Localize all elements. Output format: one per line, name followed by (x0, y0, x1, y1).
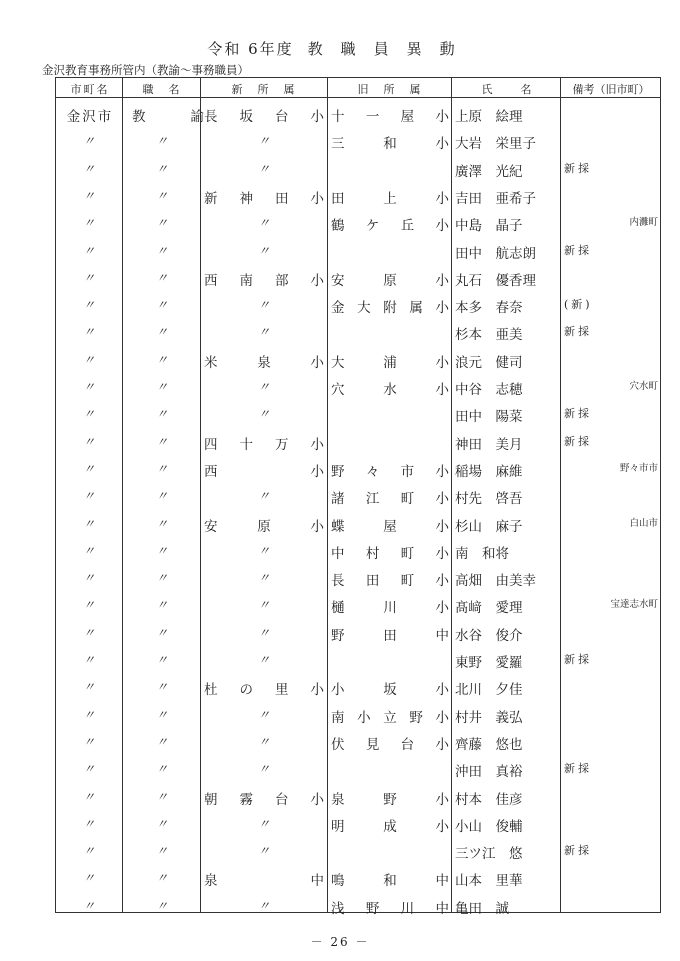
cell-job: 〃 (155, 734, 168, 749)
cell-note: 新採 (564, 434, 592, 448)
cell-old-school: 長 田 町 小 (331, 573, 449, 590)
cell-note: 新採 (564, 407, 592, 421)
table-header (56, 78, 660, 98)
cell-job: 〃 (155, 461, 168, 476)
cell-new-school: 〃 (257, 762, 270, 777)
cell-note: 穴水町 (629, 381, 658, 392)
cell-city: 〃 (82, 134, 97, 149)
table-row (56, 237, 660, 264)
cell-old-school: 明 成 小 (331, 818, 449, 835)
table-row (56, 482, 660, 509)
table-row (56, 701, 660, 728)
table-row (56, 619, 660, 646)
cell-name: 東野 愛羅 (455, 655, 523, 671)
table-row (56, 837, 660, 864)
cell-new-school: 〃 (257, 653, 270, 667)
cell-job: 〃 (155, 489, 168, 504)
table-row (56, 646, 660, 673)
cell-name: 三ツ江 悠 (455, 846, 523, 863)
cell-name: 吉田 亜希子 (455, 190, 536, 207)
cell-name: 神田 美月 (455, 436, 523, 453)
cell-new-school: 〃 (257, 298, 270, 313)
cell-name: 大岩 栄里子 (455, 136, 536, 153)
cell-job: 〃 (155, 871, 168, 886)
cell-name: 沖田 真裕 (455, 764, 523, 781)
cell-job: 教 諭 (132, 109, 204, 125)
cell-name: 髙﨑 愛理 (455, 600, 523, 617)
cell-name: 亀田 誠 (455, 900, 509, 917)
cell-name: 村先 啓吾 (455, 491, 523, 508)
table-row (56, 209, 660, 236)
cell-new-school: 〃 (257, 816, 270, 831)
cell-name: 田中 航志朗 (455, 245, 536, 262)
cell-old-school: 南 小 立 野 小 (331, 709, 449, 726)
table-row (56, 510, 660, 537)
cell-city: 〃 (82, 543, 97, 558)
cell-job: 〃 (155, 188, 168, 203)
cell-new-school: 〃 (257, 571, 270, 586)
cell-new-school: 安 原 小 (204, 518, 324, 535)
cell-note: 内灘町 (629, 217, 658, 229)
header-city: 市町名 (70, 83, 110, 96)
cell-city: 〃 (82, 598, 97, 613)
cell-city: 〃 (82, 461, 97, 476)
cell-job: 〃 (155, 161, 168, 176)
header-job: 職 名 (142, 83, 182, 96)
cell-old-school: 鳴 和 中 (331, 873, 449, 890)
cell-new-school: 〃 (257, 489, 270, 504)
cell-city: 〃 (82, 270, 97, 285)
cell-new-school: 〃 (257, 844, 270, 859)
cell-city: 〃 (82, 325, 97, 340)
cell-job: 〃 (155, 844, 168, 859)
cell-job: 〃 (155, 134, 168, 149)
cell-old-school: 穴 水 小 (331, 382, 449, 398)
table-row (56, 373, 660, 400)
cell-city: 〃 (82, 871, 97, 886)
table-row (56, 810, 660, 837)
cell-job: 〃 (155, 243, 168, 258)
table-row (56, 673, 660, 700)
cell-note: 新採 (564, 844, 592, 858)
cell-new-school: 〃 (257, 134, 270, 149)
cell-job: 〃 (155, 762, 168, 777)
cell-city: 金沢市 (66, 109, 114, 125)
cell-name: 北川 夕佳 (455, 682, 523, 699)
cell-job: 〃 (155, 571, 168, 586)
cell-old-school: 金 大 附 属 小 (331, 300, 449, 317)
header-old: 旧 所 属 (357, 83, 423, 96)
cell-new-school: 〃 (257, 734, 270, 749)
cell-note: 新採 (564, 325, 592, 339)
cell-note: 宝達志水町 (610, 599, 658, 611)
cell-note: 新採 (564, 243, 592, 257)
cell-city: 〃 (82, 816, 97, 831)
cell-job: 〃 (155, 598, 168, 613)
table-row (56, 182, 660, 209)
cell-old-school: 田 上 小 (331, 190, 449, 207)
page-title (0, 38, 680, 59)
cell-old-school: 泉 野 小 (331, 791, 449, 808)
table-row (56, 728, 660, 755)
table-row (56, 264, 660, 291)
cell-name: 田中 陽菜 (455, 409, 523, 426)
table-row (56, 155, 660, 182)
cell-city: 〃 (82, 571, 97, 586)
cell-new-school: 新 神 田 小 (204, 190, 324, 207)
cell-note: 白山市 (629, 517, 658, 529)
cell-name: 水谷 俊介 (455, 627, 523, 644)
cell-name: 高畑 由美幸 (455, 573, 536, 590)
cell-city: 〃 (82, 216, 97, 231)
cell-new-school: 四 十 万 小 (204, 436, 324, 453)
cell-job: 〃 (155, 680, 168, 695)
cell-city: 〃 (82, 625, 97, 640)
table-row (56, 127, 660, 154)
cell-old-school: 諸 江 町 小 (331, 491, 449, 508)
cell-note: 新採 (564, 161, 592, 175)
cell-name: 杉本 亜美 (455, 327, 523, 344)
cell-old-school: 伏 見 台 小 (331, 736, 449, 753)
cell-city: 〃 (82, 516, 97, 531)
cell-old-school: 鶴 ケ 丘 小 (331, 218, 449, 235)
cell-old-school: 野 々 市 小 (331, 463, 449, 480)
cell-city: 〃 (82, 352, 97, 367)
cell-city: 〃 (82, 407, 97, 422)
page-number: － 26 － (310, 935, 370, 949)
cell-name: 中島 晶子 (455, 218, 523, 235)
cell-city: 〃 (82, 789, 97, 804)
cell-new-school: 〃 (257, 707, 270, 722)
cell-name: 浪元 健司 (455, 354, 523, 371)
cell-city: 〃 (82, 298, 97, 313)
cell-name: 中谷 志穂 (455, 382, 523, 398)
cell-new-school: 〃 (257, 543, 270, 558)
cell-old-school: 大 浦 小 (331, 354, 449, 371)
cell-name: 本多 春奈 (455, 300, 523, 317)
cell-old-school: 三 和 小 (331, 136, 449, 153)
table-row (56, 291, 660, 318)
cell-city: 〃 (82, 707, 97, 722)
cell-name: 山本 里華 (455, 873, 523, 890)
cell-job: 〃 (155, 816, 168, 831)
cell-name: 上原 絵理 (455, 109, 523, 125)
cell-job: 〃 (155, 352, 168, 367)
cell-new-school: 〃 (257, 216, 270, 231)
cell-old-school: 野 田 中 (331, 627, 449, 644)
cell-job: 〃 (155, 625, 168, 640)
cell-new-school: 西 小 (204, 463, 324, 480)
cell-new-school: 〃 (257, 625, 270, 640)
cell-new-school: 長 坂 台 小 (204, 109, 324, 125)
cell-new-school: 米 泉 小 (204, 354, 324, 371)
table-row (56, 783, 660, 810)
cell-city: 〃 (82, 734, 97, 749)
cell-city: 〃 (82, 898, 97, 913)
subtitle: 金沢教育事務所管内（教諭～事務職員） (42, 63, 249, 77)
cell-old-school: 小 坂 小 (331, 682, 449, 699)
cell-name: 齊藤 悠也 (455, 736, 523, 753)
cell-job: 〃 (155, 789, 168, 804)
cell-name: 小山 俊輔 (455, 818, 523, 835)
cell-job: 〃 (155, 543, 168, 558)
cell-city: 〃 (82, 188, 97, 203)
table-row (56, 755, 660, 782)
table-row (56, 864, 660, 891)
cell-new-school: 〃 (257, 161, 270, 176)
table-row (56, 318, 660, 345)
cell-name: 村井 義弘 (455, 709, 523, 726)
cell-job: 〃 (155, 898, 168, 913)
cell-city: 〃 (82, 653, 97, 667)
cell-old-school: 蝶 屋 小 (331, 518, 449, 535)
cell-city: 〃 (82, 844, 97, 859)
cell-name: 丸石 優香理 (455, 272, 536, 289)
cell-city: 〃 (82, 161, 97, 176)
cell-job: 〃 (155, 270, 168, 285)
table-row (56, 100, 660, 127)
table-row (56, 346, 660, 373)
cell-job: 〃 (155, 216, 168, 231)
cell-job: 〃 (155, 380, 168, 394)
cell-note: 野々市市 (619, 462, 658, 474)
cell-new-school: 〃 (257, 898, 270, 913)
cell-job: 〃 (155, 707, 168, 722)
cell-old-school: 浅 野 川 中 (331, 900, 449, 917)
table-row (56, 564, 660, 591)
cell-old-school: 中 村 町 小 (331, 545, 449, 562)
cell-name: 杉山 麻子 (455, 518, 523, 535)
cell-city: 〃 (82, 434, 97, 449)
header-note: 備考（旧市町） (572, 83, 650, 96)
title-main: 教職員異動 (307, 40, 473, 58)
cell-new-school: 杜 の 里 小 (204, 682, 324, 699)
cell-new-school: 西 南 部 小 (204, 272, 324, 289)
cell-new-school: 〃 (257, 598, 270, 613)
table-row (56, 892, 660, 919)
table-row (56, 428, 660, 455)
cell-job: 〃 (155, 325, 168, 340)
cell-new-school: 〃 (257, 380, 270, 394)
table-row (56, 537, 660, 564)
cell-old-school: 樋 川 小 (331, 600, 449, 617)
header-new: 新 所 属 (231, 83, 297, 96)
cell-city: 〃 (82, 680, 97, 695)
table-row (56, 400, 660, 427)
cell-old-school: 十 一 屋 小 (331, 109, 449, 125)
table-row (56, 455, 660, 482)
cell-name: 稲場 麻維 (455, 463, 523, 480)
cell-old-school: 安 原 小 (331, 272, 449, 289)
cell-city: 〃 (82, 489, 97, 504)
cell-new-school: 〃 (257, 407, 270, 422)
cell-new-school: 〃 (257, 243, 270, 258)
transfer-table (55, 77, 661, 917)
cell-name: 廣澤 光紀 (455, 163, 523, 180)
cell-city: 〃 (82, 380, 97, 394)
cell-note: 新採 (564, 762, 592, 776)
cell-job: 〃 (155, 653, 168, 667)
cell-name: 南 和将 (455, 545, 509, 562)
cell-name: 村本 佳彦 (455, 791, 523, 808)
title-year: 令和 6年度 (207, 40, 294, 58)
cell-new-school: 〃 (257, 325, 270, 340)
cell-city: 〃 (82, 243, 97, 258)
cell-new-school: 泉 中 (204, 873, 324, 890)
cell-city: 〃 (82, 762, 97, 777)
cell-job: 〃 (155, 298, 168, 313)
cell-note: (新) (564, 298, 593, 312)
cell-job: 〃 (155, 407, 168, 422)
table-row (56, 591, 660, 618)
header-name: 氏 名 (481, 83, 534, 96)
cell-job: 〃 (155, 434, 168, 449)
cell-new-school: 朝 霧 台 小 (204, 791, 324, 808)
cell-note: 新採 (564, 653, 592, 666)
cell-job: 〃 (155, 516, 168, 531)
